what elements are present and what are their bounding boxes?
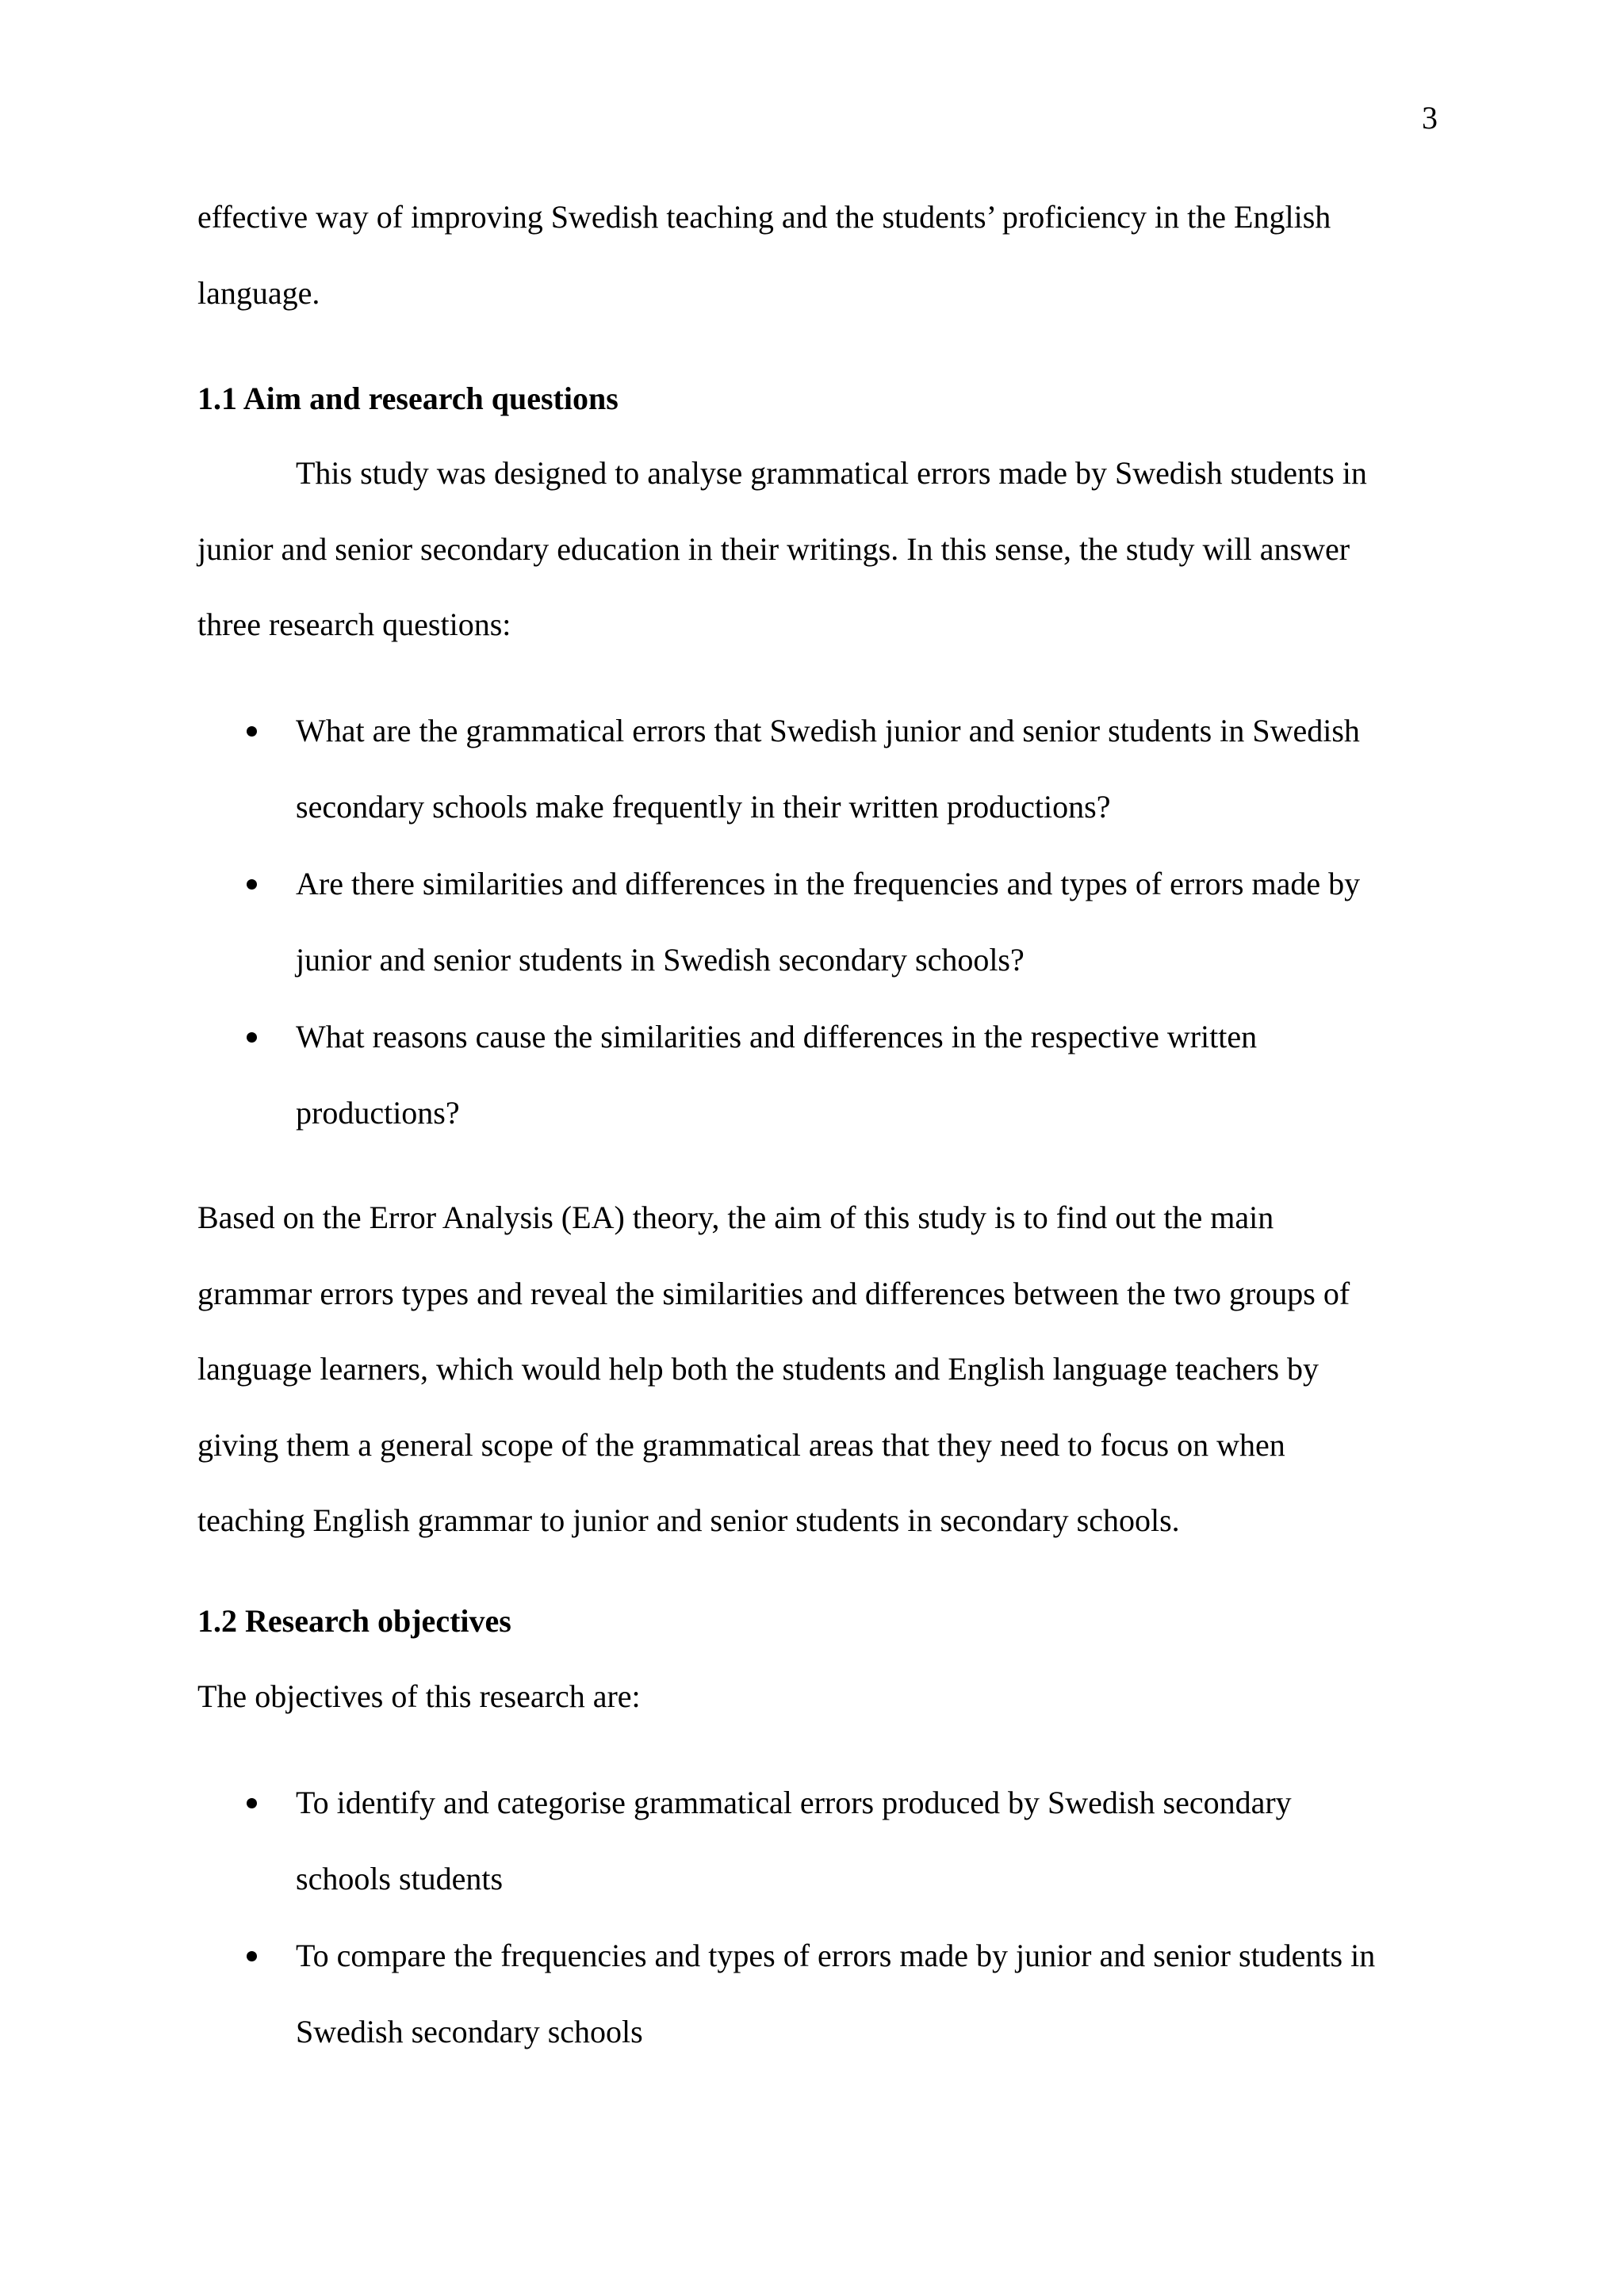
bullet-icon bbox=[247, 726, 257, 737]
research-questions-list bbox=[197, 693, 1442, 1152]
aim-paragraph bbox=[197, 1180, 1442, 1559]
list-item bbox=[197, 999, 1442, 1150]
objectives-list bbox=[197, 1765, 1442, 2071]
bullet-icon bbox=[247, 1951, 257, 1961]
paragraph-line: Based on the Error Analysis (EA) theory, the aim of this study is to find out the main bbox=[197, 1200, 1274, 1235]
list-item-line: To compare the frequencies and types of errors made by junior and senior students in bbox=[296, 1938, 1376, 1973]
section-heading-objectives: 1.2 Research objectives bbox=[197, 1603, 511, 1639]
paragraph-line: junior and senior secondary education in their writings. In this sense, the study will answer bbox=[197, 530, 1350, 567]
list-item-line: To identify and categorise grammatical errors produced by Swedish secondary bbox=[296, 1785, 1292, 1820]
bullet-icon bbox=[247, 1032, 257, 1043]
list-item bbox=[197, 1918, 1442, 2069]
page-number: 3 bbox=[1422, 100, 1438, 136]
list-item-line: Swedish secondary schools bbox=[296, 2013, 643, 2049]
section-heading-aim: 1.1 Aim and research questions bbox=[197, 381, 619, 416]
list-item-line: schools students bbox=[296, 1860, 504, 1896]
paragraph-line: This study was designed to analyse grammatical errors made by Swedish students in bbox=[296, 455, 1367, 491]
list-item-line: What are the grammatical errors that Swedish junior and senior students in Swedish bbox=[296, 713, 1360, 748]
paragraph-line: language learners, which would help both the students and English language teachers by bbox=[197, 1351, 1320, 1387]
list-item-line: Are there similarities and differences in the frequencies and types of errors made by bbox=[296, 866, 1361, 901]
list-item-line: What reasons cause the similarities and differences in the respective written bbox=[296, 1019, 1258, 1054]
list-item bbox=[197, 846, 1442, 997]
intro-line: language. bbox=[197, 274, 320, 311]
paragraph-line: giving them a general scope of the grammatical areas that they need to focus on when bbox=[197, 1426, 1285, 1463]
list-item bbox=[197, 1765, 1442, 1916]
bullet-icon bbox=[247, 1798, 257, 1808]
list-item-line: junior and senior students in Swedish secondary schools? bbox=[296, 941, 1025, 978]
intro-line: effective way of improving Swedish teaching and the students’ proficiency in the English bbox=[197, 199, 1331, 235]
bullet-icon bbox=[247, 879, 257, 890]
paragraph-line: grammar errors types and reveal the similarities and differences between the two groups of bbox=[197, 1275, 1350, 1311]
list-item bbox=[197, 693, 1442, 844]
aim-intro-paragraph bbox=[197, 435, 1442, 663]
list-item-line: productions? bbox=[296, 1094, 460, 1131]
intro-paragraph bbox=[197, 179, 1442, 331]
paragraph-line: The objectives of this research are: bbox=[197, 1678, 641, 1714]
paragraph-line: teaching English grammar to junior and senior students in secondary schools. bbox=[197, 1502, 1180, 1538]
list-item-line: secondary schools make frequently in their written productions? bbox=[296, 788, 1111, 825]
paragraph-line: three research questions: bbox=[197, 607, 511, 642]
objectives-intro bbox=[197, 1659, 1442, 1735]
